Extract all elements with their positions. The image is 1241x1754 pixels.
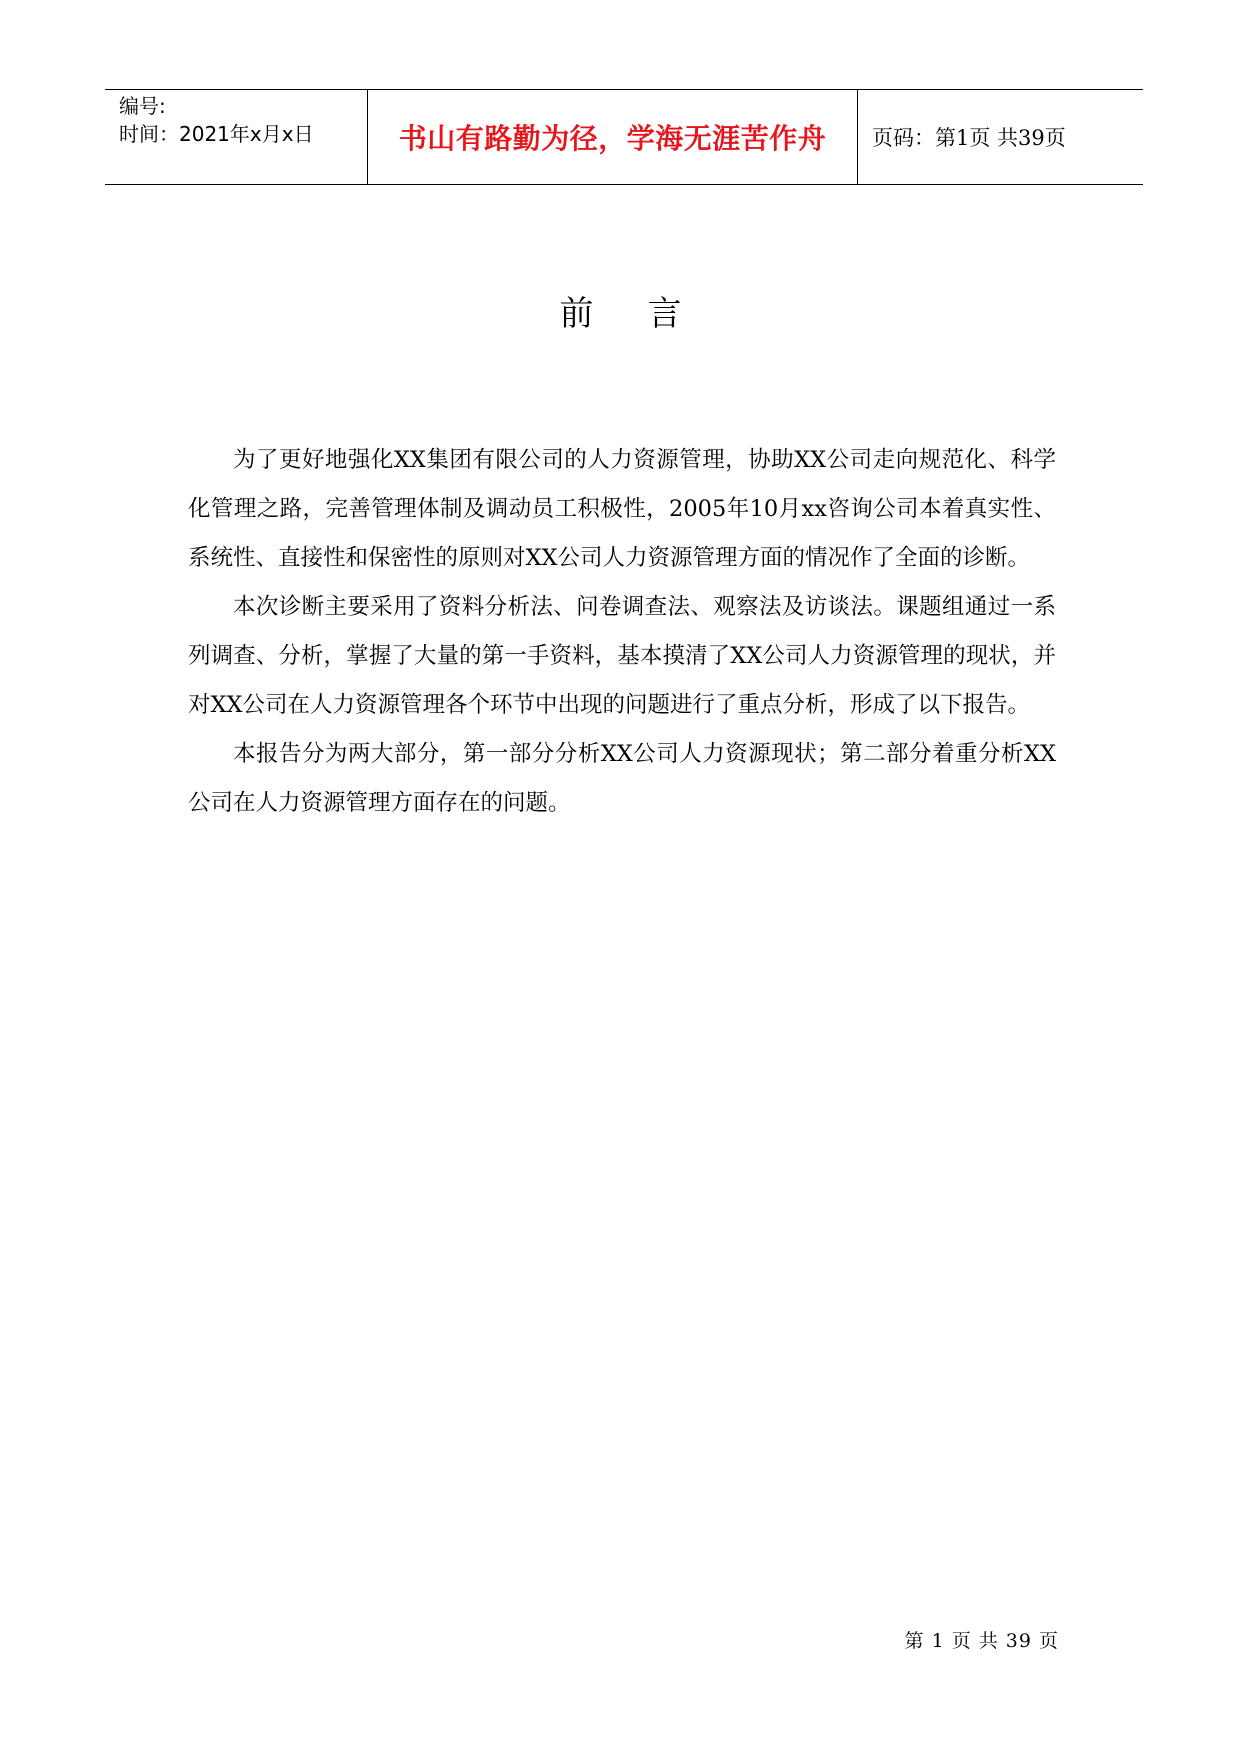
date-label: 时间：2021年x月x日 xyxy=(119,122,314,146)
page-header xyxy=(105,89,1143,185)
header-meta xyxy=(105,90,368,184)
header-page-info: 页码：第1页 共39页 xyxy=(872,126,1066,150)
serial-number-label: 编号: xyxy=(119,94,166,118)
page-footer: 第 1 页 共 39 页 xyxy=(904,1630,1059,1652)
document-title: 前言 xyxy=(559,294,736,334)
document-body xyxy=(188,436,1056,828)
body-paragraph: 本报告分为两大部分，第一部分分析XX公司人力资源现状；第二部分着重分析XX公司在人力资源管理方面存在的问题。 xyxy=(188,741,1056,816)
body-paragraph: 为了更好地强化XX集团有限公司的人力资源管理，协助XX公司走向规范化、科学化管理之路，完善管理体制及调动员工积极性，2005年10月xx咨询公司本着真实性、系统性、直接性和保密性的原则对XX公司人力资源管理方面的情况作了全面的诊断。 xyxy=(188,447,1056,571)
body-paragraph: 本次诊断主要采用了资料分析法、问卷调查法、观察法及访谈法。课题组通过一系列调查、分析，掌握了大量的第一手资料，基本摸清了XX公司人力资源管理的现状，并对XX公司在人力资源管理各个环节中出现的问题进行了重点分析，形成了以下报告。 xyxy=(188,594,1056,718)
header-motto: 书山有路勤为径，学海无涯苦作舟 xyxy=(368,90,858,184)
